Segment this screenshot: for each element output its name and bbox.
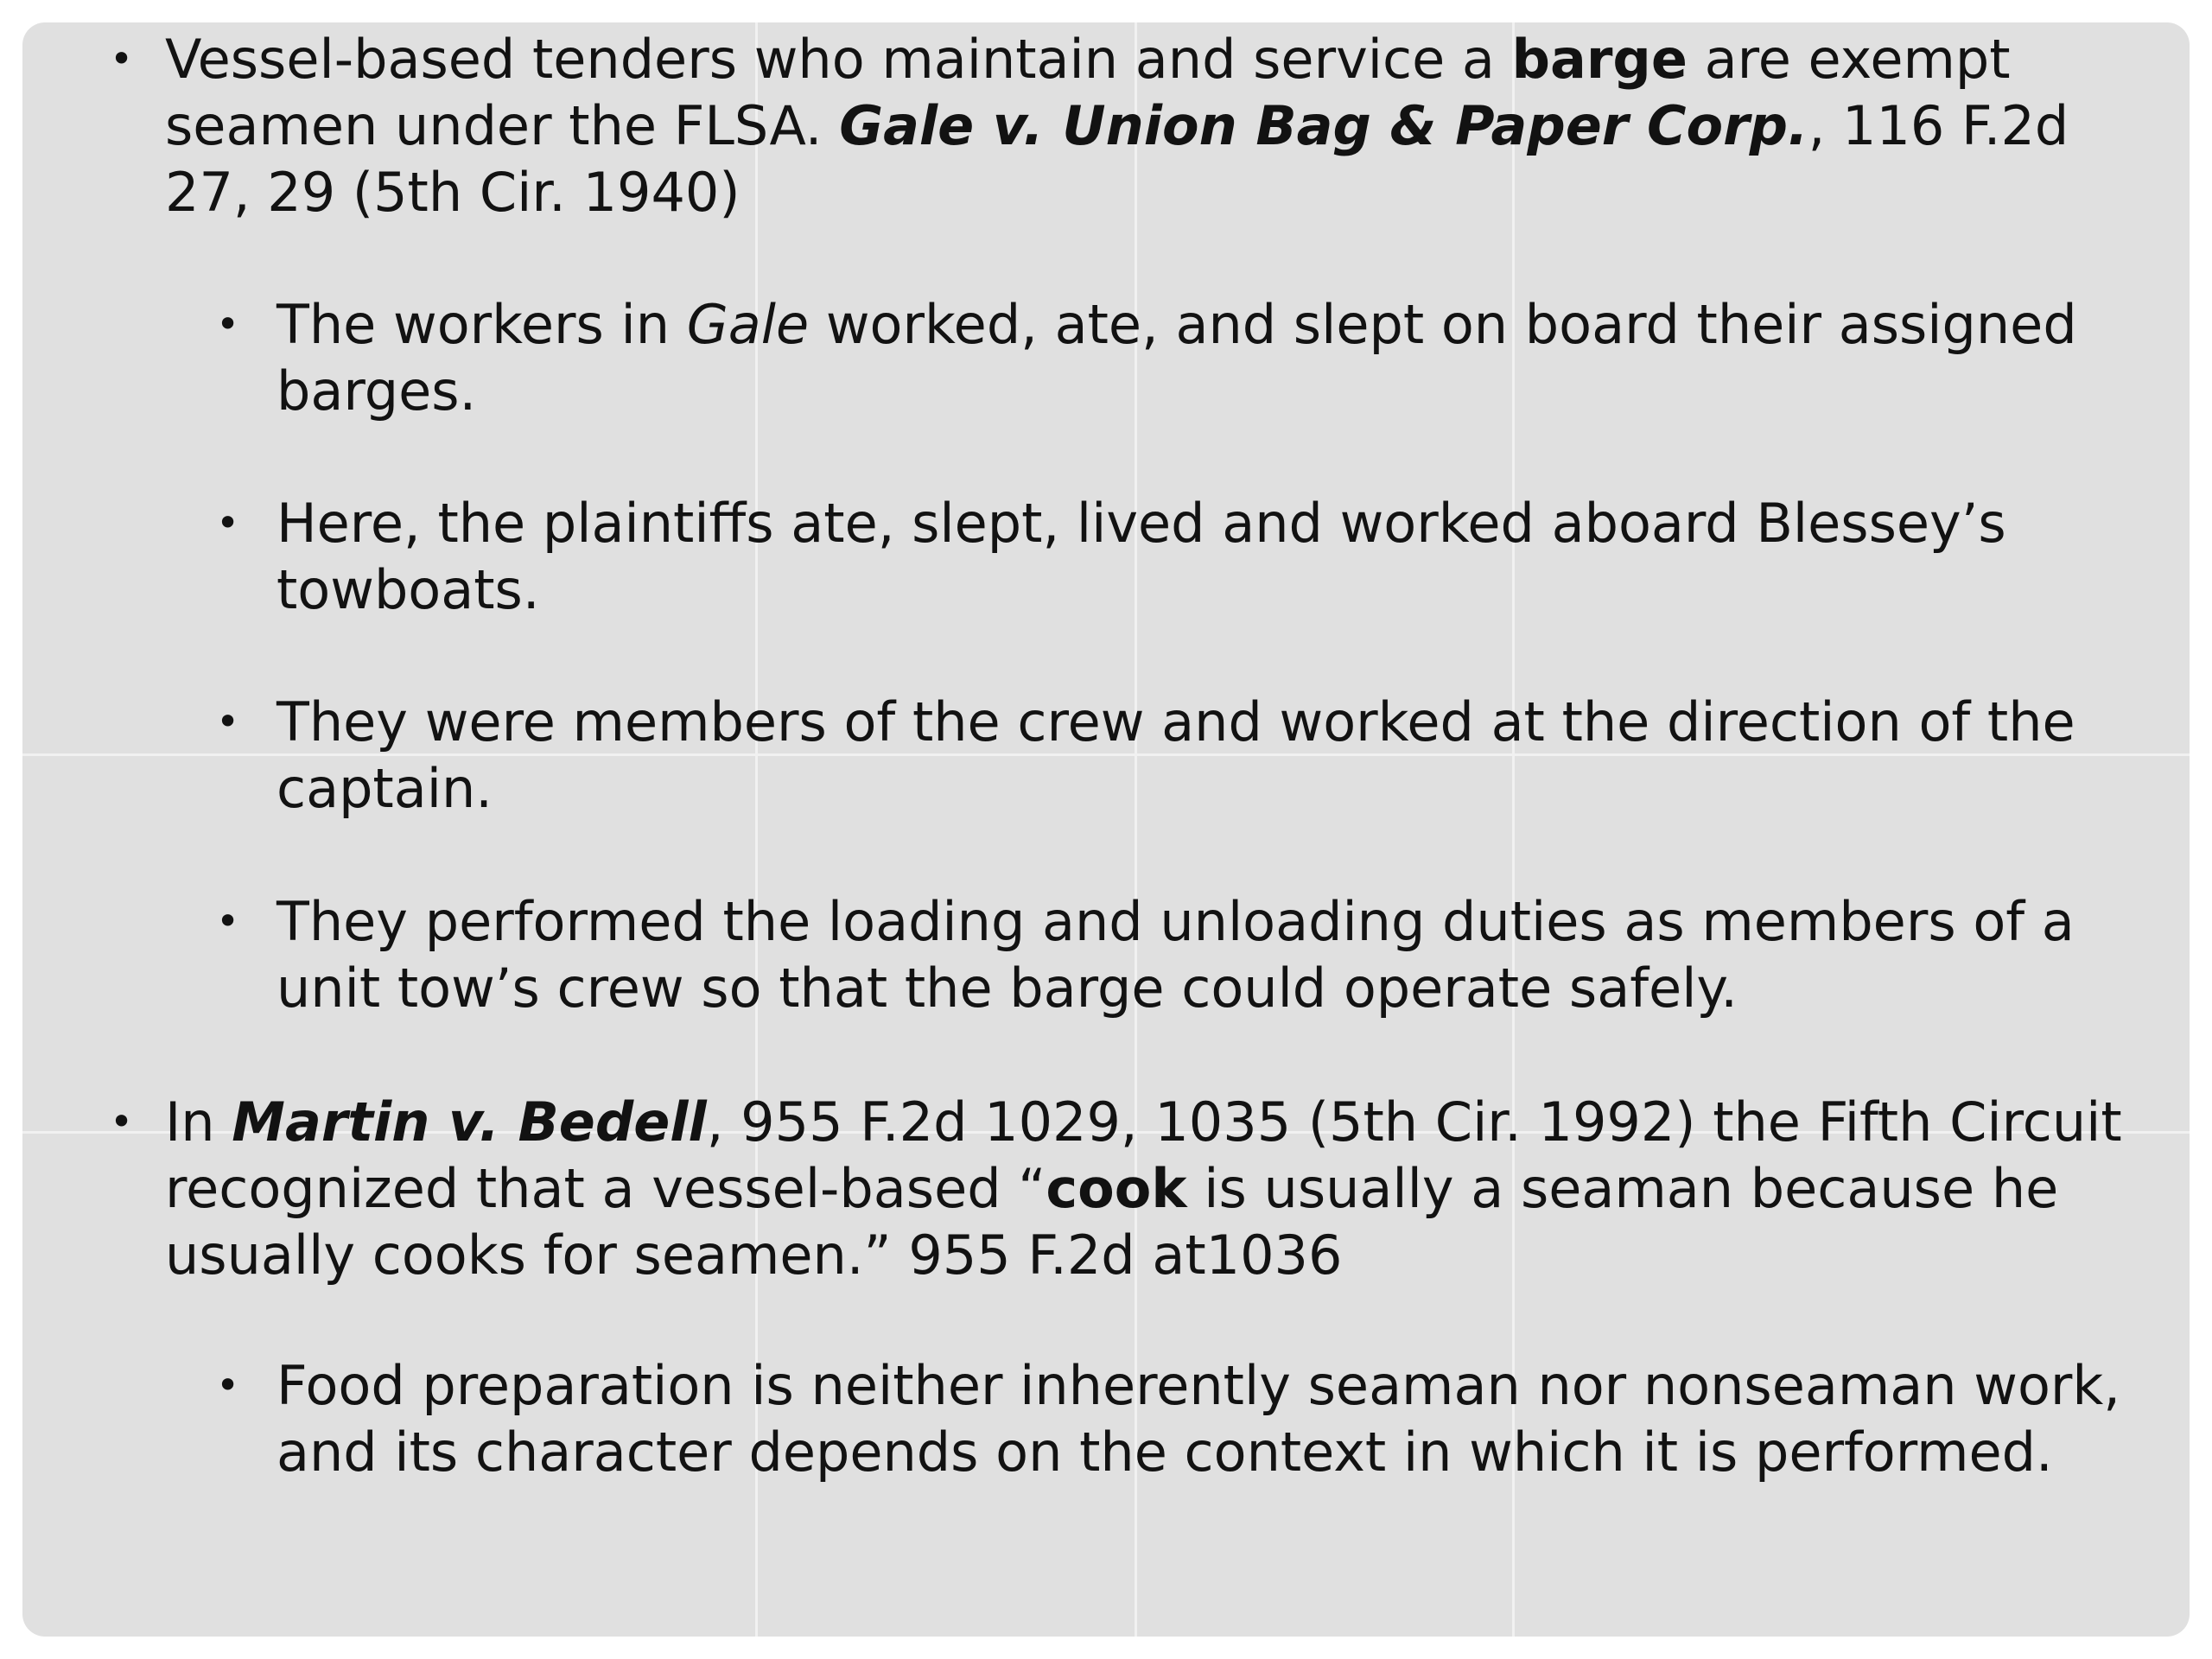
bullet-text: Here, the plaintiffs ate, slept, lived and worked aboard Blessey’s towboats. xyxy=(276,492,2006,621)
citation-text: , 116 F.2d 27, 29 (5th Cir. 1940) xyxy=(165,94,2069,224)
sub-bullet-workers-in-gale xyxy=(276,291,2160,424)
emphasis-barge: barge xyxy=(1511,28,1688,91)
bullet-text: They performed the loading and unloading duties as members of a unit tow’s crew so that the barge could operate safely. xyxy=(276,890,2075,1020)
bullet-text: They were members of the crew and worked at the direction of the captain. xyxy=(276,690,2075,820)
bullet-text: is usually a seaman because he usually cooks for seamen.” 955 F.2d at1036 xyxy=(165,1157,2059,1287)
sub-bullet-crew-members xyxy=(276,689,2160,822)
case-name-gale: Gale v. Union Bag & Paper Corp. xyxy=(839,94,1808,157)
slide-content xyxy=(22,22,2190,1637)
sub-bullet-plaintiffs-aboard xyxy=(276,490,2160,623)
bullet-text: Food preparation is neither inherently seaman nor nonseaman work, and its character depends on the context in which it is performed. xyxy=(276,1354,2120,1484)
bullet-gale-barge xyxy=(165,26,2152,226)
sub-bullet-food-preparation xyxy=(276,1352,2160,1485)
bullet-text: are exempt seamen under the FLSA. xyxy=(165,28,2011,157)
bullet-text: In xyxy=(165,1090,232,1154)
emphasis-cook: cook xyxy=(1046,1157,1187,1220)
citation-text: , 955 F.2d 1029, 1035 (5th Cir. 1992) the Fifth Circuit recognized that a vessel-based “ xyxy=(165,1090,2122,1220)
bullet-text: worked, ate, and slept on board their assigned barges. xyxy=(276,293,2077,423)
bullet-text: The workers in xyxy=(276,293,687,356)
case-name-martin: Martin v. Bedell xyxy=(232,1090,707,1154)
slide-background xyxy=(22,22,2190,1637)
bullet-martin-cook xyxy=(165,1089,2152,1288)
sub-bullet-loading-duties xyxy=(276,888,2160,1021)
case-name-gale-italic: Gale xyxy=(686,293,810,356)
bullet-text: Vessel-based tenders who maintain and service a xyxy=(165,28,1512,91)
